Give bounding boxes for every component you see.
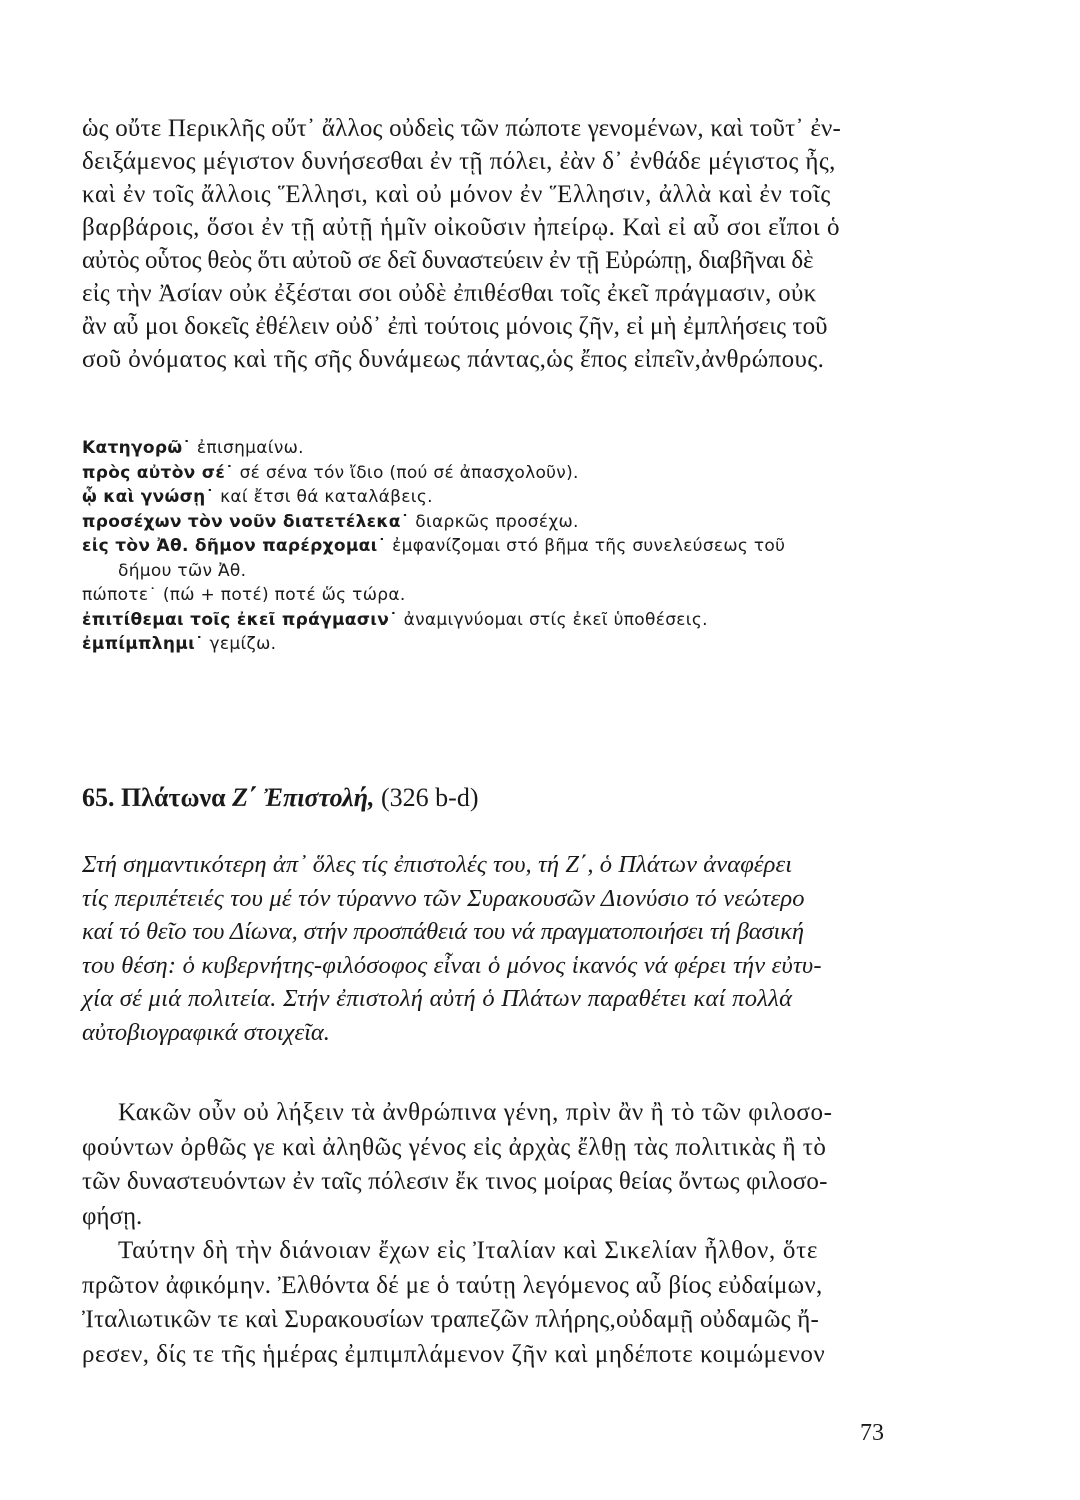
gloss-term: εἰς τὸν Ἀθ. δῆμον παρέρχομαι˙ (82, 536, 387, 556)
text-line: φήσῃ. (82, 1202, 143, 1230)
text-line: ὡς οὔτε Περικλῆς οὔτ᾽ ἄλλος οὐδεὶς τῶν πώποτε γενομένων, καὶ τοῦτ᾽ ἐν- (82, 115, 842, 142)
text-line: τῶν δυναστευόντων ἐν ταῖς πόλεσιν ἔκ τινος μοίρας θείας ὄντως φιλοσο- (82, 1168, 828, 1195)
text-line: Κακῶν οὖν οὐ λήξειν τὰ ἀνθρώπινα γένη, πρὶν ἂν ἢ τὸ τῶν φιλοσο- (118, 1099, 833, 1126)
introduction-paragraph (82, 848, 998, 1049)
gloss-definition: γεμίζω. (203, 634, 277, 654)
page-number: 73 (860, 1420, 884, 1446)
quoted-text (82, 1096, 998, 1372)
gloss-entry (82, 534, 998, 559)
gloss-entry-continuation (82, 559, 998, 584)
section-title: Ζ΄ Ἐπιστολή, (232, 783, 375, 812)
body-paragraph (82, 112, 998, 376)
gloss-term: Κατηγορῶ˙ (82, 438, 192, 458)
text-line: σοῦ ὀνόματος καὶ τῆς σῆς δυνάμεως πάντας,ὡς ἔπος εἰπεῖν,ἀνθρώπους. (82, 346, 825, 373)
gloss-entry (82, 461, 998, 486)
text-line: Ταύτην δὴ τὴν διάνοιαν ἔχων εἰς Ἰταλίαν καὶ Σικελίαν ἦλθον, ὅτε (118, 1237, 819, 1264)
gloss-entry (82, 436, 998, 461)
gloss-entry (82, 583, 998, 608)
section-number: 65. Πλάτωνα (82, 783, 226, 812)
gloss-entry (82, 510, 998, 535)
text-line: φούντων ὀρθῶς γε καὶ ἀληθῶς γένος εἰς ἀρχὰς ἔλθῃ τὰς πολιτικὰς ἢ τὸ (82, 1133, 827, 1161)
gloss-definition: δήμου τῶν Ἀθ. (118, 560, 247, 581)
gloss-definition: σέ σένα τόν ἴδιο (πού σέ ἀπασχολοῦν). (233, 462, 579, 483)
gloss-definition: ἀναμιγνύομαι στίς ἐκεῖ ὑποθέσεις. (397, 609, 708, 630)
gloss-definition: καί ἔτσι θά καταλάβεις. (214, 487, 433, 507)
gloss-term: ἐπιτίθεμαι τοῖς ἐκεῖ πράγμασιν˙ (82, 609, 398, 630)
text-line: Στή σημαντικότερη ἀπ᾽ ὅλες τίς ἐπιστολές του, τή Ζ΄, ὁ Πλάτων ἀναφέρει (82, 851, 793, 878)
text-line: βαρβάροις, ὅσοι ἐν τῇ αὐτῇ ἡμῖν οἰκοῦσιν ἠπείρῳ. Καὶ εἰ αὖ σοι εἴποι ὁ (82, 214, 841, 241)
text-line: Ἰταλιωτικῶν τε καὶ Συρακουσίων τραπεζῶν πλήρης,οὐδαμῇ οὐδαμῶς ἤ- (82, 1306, 820, 1333)
gloss-definition: πώποτε˙ (πώ + ποτέ) ποτέ ὥς τώρα. (82, 585, 406, 605)
text-line: ρεσεν, δίς τε τῆς ἡμέρας ἐμπιμπλάμενον ζῆν καὶ μηδέποτε κοιμώμενον (82, 1340, 826, 1368)
gloss-entry (82, 485, 998, 510)
gloss-definition: διαρκῶς προσέχω. (409, 511, 579, 532)
gloss-term: ᾧ καὶ γνώσῃ˙ (82, 487, 215, 507)
text-line: καὶ ἐν τοῖς ἄλλοις Ἕλλησι, καὶ οὐ μόνον ἐν Ἕλλησιν, ἀλλὰ καὶ ἐν τοῖς (82, 181, 831, 208)
gloss-entry (82, 608, 998, 633)
text-line: τίς περιπέτειές του μέ τόν τύραννο τῶν Συρακουσῶν Διονύσιο τό νεώτερο (82, 884, 805, 912)
gloss-definition: ἐμφανίζομαι στό βῆμα τῆς συνελεύσεως τοῦ (386, 536, 786, 556)
text-line: αὐτοβιογραφικά στοιχεῖα. (82, 1018, 330, 1046)
text-line: δειξάμενος μέγιστον δυνήσεσθαι ἐν τῇ πόλει, ἐὰν δ᾽ ἐνθάδε μέγιστος ἦς, (82, 148, 836, 175)
gloss-definition: ἐπισημαίνω. (191, 438, 304, 458)
gloss-term: προσέχων τὸν νοῦν διατετέλεκα˙ (82, 511, 410, 532)
text-line: χία σέ μιά πολιτεία. Στήν ἐπιστολή αὐτή ὁ Πλάτων παραθέτει καί πολλά (82, 985, 793, 1012)
gloss-term: πρὸς αὐτὸν σέ˙ (82, 462, 234, 483)
text-line: αὐτὸς οὗτος θεὸς ὅτι αὐτοῦ σε δεῖ δυναστεύειν ἐν τῇ Εὐρώπῃ, διαβῆναι δὲ (82, 247, 814, 274)
section-heading (82, 782, 478, 814)
gloss-entry (82, 632, 998, 657)
section-reference: (326 b-d) (381, 783, 479, 812)
text-line: ἂν αὖ μοι δοκεῖς ἐθέλειν οὐδ᾽ ἐπὶ τούτοις μόνοις ζῆν, εἰ μὴ ἐμπλήσεις τοῦ (82, 313, 828, 340)
text-line: του θέση: ὁ κυβερνήτης-φιλόσοφος εἶναι ὁ μόνος ἱκανός νά φέρει τήν εὐτυ- (82, 951, 822, 979)
gloss-term: ἐμπίμπλημι˙ (82, 634, 204, 654)
text-line: καί τό θεῖο του Δίωνα, στήν προσπάθειά του νά πραγματοποιήσει τή βασική (82, 918, 804, 945)
glossary (82, 436, 998, 657)
text-line: εἰς τὴν Ἀσίαν οὐκ ἐξέσται σοι οὐδὲ ἐπιθέσθαι τοῖς ἐκεῖ πράγμασιν, οὐκ (82, 280, 817, 307)
text-line: πρῶτον ἀφικόμην. Ἐλθόντα δέ με ὁ ταύτῃ λεγόμενος αὖ βίος εὐδαίμων, (82, 1271, 823, 1299)
